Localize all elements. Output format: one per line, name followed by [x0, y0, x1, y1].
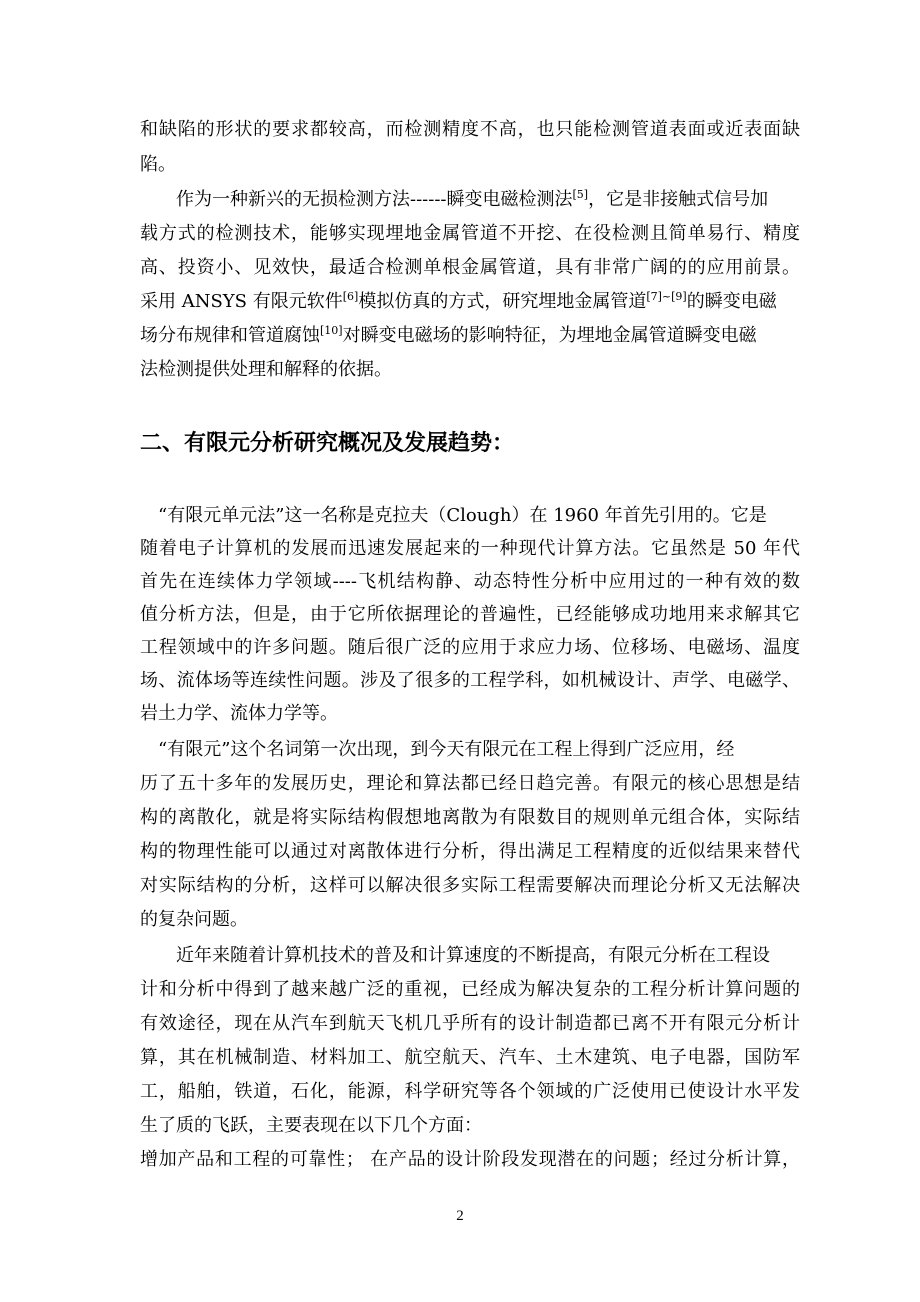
section-heading: 二、有限元分析研究概况及发展趋势：: [140, 431, 515, 456]
paragraph-line: 算，其在机械制造、材料加工、航空航天、汽车、土木建筑、电子电器，国防军: [140, 1047, 800, 1068]
paragraph-line: 随着电子计算机的发展而迅速发展起来的一种现代计算方法。它虽然是 50 年代: [140, 538, 800, 559]
paragraph-line: 近年来随着计算机技术的普及和计算速度的不断提高，有限元分析在工程设: [176, 945, 770, 966]
text-span: 采用 ANSYS 有限元软件: [140, 291, 343, 312]
text-span: ，它是非接触式信号加: [588, 189, 769, 210]
text-span: 作为一种新兴的无损检测方法------瞬变电磁检测法: [176, 189, 573, 210]
paragraph-line: “有限元”这个名词第一次出现，到今天有限元在工程上得到广泛应用，经: [158, 739, 735, 760]
text-span: 模拟仿真的方式，研究埋地金属管道: [358, 291, 647, 312]
citation-ref: [5]: [572, 188, 589, 201]
paragraph-line: 生了质的飞跃，主要表现在以下几个方面：: [140, 1115, 482, 1136]
paragraph-line: 高、投资小、见效快，最适合检测单根金属管道，具有非常广阔的的应用前景。: [140, 257, 800, 278]
paragraph-line: 陷。: [140, 154, 176, 175]
paragraph-line: 法检测提供处理和解释的依据。: [140, 359, 392, 380]
paragraph-line: [140, 290, 800, 314]
paragraph-line: 和缺陷的形状的要求都较高，而检测精度不高，也只能检测管道表面或近表面缺: [140, 119, 800, 140]
paragraph-line: 的复杂问题。: [140, 909, 248, 930]
paragraph-line: [140, 324, 800, 348]
citation-ref: [7]~[9]: [646, 290, 687, 303]
paragraph-line: 对实际结构的分析，这样可以解决很多实际工程需要解决而理论分析又无法解决: [140, 875, 800, 896]
paragraph-line: 增加产品和工程的可靠性； 在产品的设计阶段发现潜在的问题；经过分析计算，: [140, 1149, 800, 1170]
text-span: 的瞬变电磁: [686, 291, 777, 312]
paragraph-line: 有效途径，现在从汽车到航天飞机几乎所有的设计制造都已离不开有限元分析计: [140, 1013, 800, 1034]
paragraph-line: [176, 188, 800, 212]
paragraph-line: 工程领域中的许多问题。随后很广泛的应用于求应力场、位移场、电磁场、温度: [140, 637, 800, 658]
paragraph-line: 历了五十多年的发展历史，理论和算法都已经日趋完善。有限元的核心思想是结: [140, 773, 800, 794]
citation-ref: [6]: [342, 290, 359, 303]
paragraph-line: 工，船舶，铁道，石化，能源，科学研究等各个领域的广泛使用已使设计水平发: [140, 1081, 800, 1102]
paragraph-line: 值分析方法，但是，由于它所依据理论的普遍性，已经能够成功地用来求解其它: [140, 604, 800, 625]
text-span: 对瞬变电磁场的影响特征，为埋地金属管道瞬变电磁: [342, 325, 757, 346]
paragraph-line: 构的物理性能可以通过对离散体进行分析，得出满足工程精度的近似结果来替代: [140, 841, 800, 862]
page-number: 2: [456, 1208, 464, 1224]
paragraph-line: 计和分析中得到了越来越广泛的重视，已经成为解决复杂的工程分析计算问题的: [140, 979, 800, 1000]
paragraph-line: 岩土力学、流体力学等。: [140, 703, 338, 724]
paragraph-line: 首先在连续体力学领域----飞机结构静、动态特性分析中应用过的一种有效的数: [140, 571, 800, 592]
paragraph-line: 构的离散化，就是将实际结构假想地离散为有限数目的规则单元组合体，实际结: [140, 807, 800, 828]
paragraph-line: “有限元单元法”这一名称是克拉夫（Clough）在 1960 年首先引用的。它是: [158, 505, 767, 526]
paragraph-line: 载方式的检测技术，能够实现埋地金属管道不开挖、在役检测且简单易行、精度: [140, 223, 800, 244]
text-span: 场分布规律和管道腐蚀: [140, 325, 320, 346]
paragraph-line: 场、流体场等连续性问题。涉及了很多的工程学科，如机械设计、声学、电磁学、: [140, 670, 800, 691]
citation-ref: [10]: [320, 324, 343, 337]
